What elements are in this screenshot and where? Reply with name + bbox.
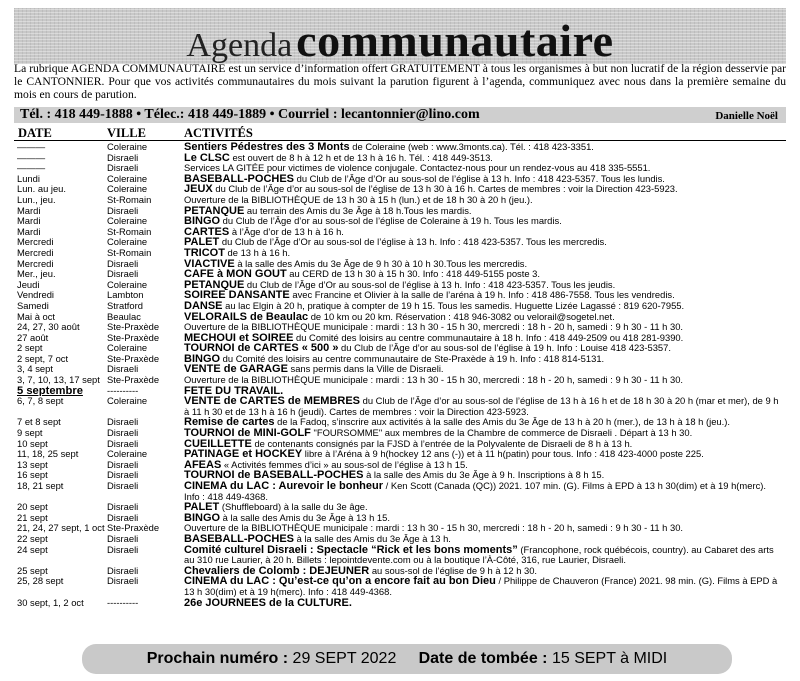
activity-title: Remise de cartes — [184, 417, 275, 429]
row-town: Ste-Praxède — [107, 332, 160, 343]
row-town: Coleraine — [107, 184, 148, 195]
activity-details: Ouverture de la BIBLIOTHÈQUE municipale : mardi : 13 h 30 - 15 h 30, mercredi : 18 h - 20 h, samedi : 9 h 30 - 11 h 30. — [184, 523, 684, 534]
agenda-row — [14, 312, 786, 323]
row-date: 6, 7, 8 sept — [17, 396, 64, 407]
activity-details: Ouverture de la BIBLIOTHÈQUE de 13 h 30 à 15 h (lun.) et de 18 h 30 à 20 h (jeu.). — [184, 194, 533, 205]
agenda-list — [14, 142, 786, 608]
activity-details: du Comité des loisirs au centre communautaire à 18 h. Info : 418 449-2509 ou 418 281-9390. — [293, 332, 684, 343]
activity-title: TOURNOI de CARTES « 500 » — [184, 343, 339, 354]
agenda-row — [14, 237, 786, 248]
agenda-row — [14, 195, 786, 206]
agenda-row — [14, 523, 786, 534]
agenda-row — [14, 417, 786, 428]
agenda-row — [14, 545, 786, 566]
row-date: Jeudi — [17, 279, 40, 290]
row-town: Disraeli — [107, 428, 139, 439]
contact-bar — [14, 107, 786, 123]
activity-title: BINGO — [184, 216, 221, 227]
agenda-row — [14, 439, 786, 450]
activity-details: Ouverture de la BIBLIOTHÈQUE municipale : mardi : 13 h 30 - 15 h 30, mercredi : 18 h - 20 h, samedi : 9 h 30 - 11 h 30. — [184, 322, 684, 333]
row-date: 22 sept — [17, 533, 48, 544]
activity-details: libre à l’Aréna à 9 h(hockey 12 ans (-)) et à 11 h(patin) pour tous. Info : 418 423-4000 poste 225. — [302, 449, 704, 460]
agenda-row — [14, 470, 786, 481]
agenda-row — [14, 460, 786, 471]
activity-title: Comité culturel Disraeli : Spectacle “Rick et les bons moments” — [184, 544, 518, 556]
row-activity — [184, 598, 784, 609]
activity-title: SOIRÉE DANSANTE — [184, 290, 290, 301]
agenda-row — [14, 396, 786, 417]
header-town: VILLE — [107, 126, 146, 140]
agenda-row — [14, 386, 786, 397]
row-town: Coleraine — [107, 449, 148, 460]
activity-title: VENTE de GARAGE — [184, 364, 288, 376]
activity-title: PÉTANQUE — [184, 279, 245, 291]
activity-title: CINÉMA du LAC : Aurevoir le bonheur — [184, 481, 384, 492]
activity-details: au terrain des Amis du 3e Âge à 18 h.Tous les mardis. — [244, 205, 472, 216]
activity-title: MÉCHOUI et SOIRÉE — [184, 332, 294, 344]
row-activity — [184, 364, 784, 375]
next-issue-date: 29 SEPT 2022 — [288, 650, 397, 667]
row-date: Lun. au jeu. — [17, 184, 66, 195]
activity-details: à la salle des Amis du 3e Âge à 13 h. — [294, 533, 451, 544]
row-town: Disraeli — [107, 438, 139, 449]
agenda-row — [14, 428, 786, 439]
agenda-row — [14, 502, 786, 513]
row-town: Disraeli — [107, 533, 139, 544]
activity-title: BASEBALL-POCHES — [184, 533, 295, 545]
activity-title: PÉTANQUE — [184, 205, 245, 217]
row-town: Ste-Praxède — [107, 322, 160, 333]
row-activity — [184, 206, 784, 217]
row-date: 13 sept — [17, 459, 48, 470]
row-activity — [184, 513, 784, 524]
activity-details: de 10 km ou 20 km. Réservation : 418 946-3082 ou velorail@sogetel.net. — [308, 311, 615, 322]
row-date: Samedi — [17, 300, 49, 311]
row-town: Ste-Praxède — [107, 375, 160, 386]
row-activity — [184, 576, 784, 597]
row-town: Disraeli — [107, 481, 139, 491]
agenda-row — [14, 163, 786, 174]
row-date: 16 sept — [17, 470, 48, 481]
row-town: Coleraine — [107, 173, 148, 184]
row-town: Disraeli — [107, 269, 139, 280]
row-activity — [184, 481, 784, 502]
row-town: Coleraine — [107, 142, 148, 152]
row-date: 2 sept, 7 oct — [17, 353, 69, 364]
activity-title: AFÉAS — [184, 459, 222, 471]
activity-title: CAFÉ à MON GOÛT — [184, 269, 287, 280]
activity-title: PALET — [184, 237, 220, 248]
next-issue-label: Prochain numéro : — [146, 650, 289, 667]
row-date: 11, 18, 25 sept — [17, 449, 79, 460]
row-activity — [184, 195, 784, 206]
activity-details: du Club de l’Âge d’or au sous-sol de l’église de 13 h à 16 h et de 18 h 30 à 20 h (mar et mer), de 9 h à 11 h 30 et de 13 h à 16 h (jeudi). Cartes de membres : voir la Direction 423-5923. — [184, 396, 779, 417]
activity-details: sans permis dans la Ville de Disraeli. — [287, 364, 444, 375]
agenda-row — [14, 598, 786, 609]
row-town: Coleraine — [107, 237, 148, 248]
agenda-row — [14, 216, 786, 227]
agenda-row — [14, 142, 786, 153]
row-date: Mardi — [17, 205, 41, 216]
footer-bar — [82, 644, 732, 674]
row-activity — [184, 396, 784, 417]
row-activity — [184, 312, 784, 323]
agenda-row — [14, 248, 786, 259]
activity-title: PATINAGE et HOCKEY — [184, 449, 303, 460]
author-name: Danielle Noël — [715, 110, 778, 122]
intro-paragraph: La rubrique AGENDA COMMUNAUTAIRE est un service d’information offert GRATUITEMENT à tous les organismes à but non lucratif de la région desservie par le CANTONNIER. Pour que vos activités communautaires du mois suivant la parution figurent à l’agenda, communiquez avec nous dans la première semaine du mois en cours de parution. — [14, 62, 786, 102]
activity-details: du Club de l’Âge d’Or au sous-sol de l’église à 13 h. Info : 418 423-5357. Tous les mercredis. — [219, 237, 607, 248]
column-headers — [14, 126, 786, 141]
row-date: 24 sept — [17, 544, 48, 555]
row-town: Disraeli — [107, 152, 139, 163]
activity-details: de la Fadoq, s’inscrire aux activités à la salle des Amis du 3e Âge de 13 h à 20 h (mer.), de 13 h à 18 h (jeu.). — [274, 417, 730, 428]
row-activity — [184, 354, 784, 365]
row-town: Stratford — [107, 300, 143, 311]
activity-title: CUEILLETTE — [184, 438, 252, 450]
agenda-row — [14, 375, 786, 386]
activity-title: FÊTE DU TRAVAIL. — [184, 385, 284, 397]
row-town: Coleraine — [107, 343, 148, 354]
agenda-row — [14, 534, 786, 545]
agenda-row — [14, 280, 786, 291]
row-town: Coleraine — [107, 279, 148, 290]
activity-details: au sous-sol de l’église de 9 h à 12 h 30. — [369, 565, 538, 576]
activity-title: CARTES — [184, 226, 230, 238]
activity-title: CINÉMA du LAC : Qu’est-ce qu’on a encore fait au bon Dieu — [184, 576, 496, 588]
activity-details: à l’Âge d’or de 13 h à 16 h. — [229, 226, 344, 237]
row-activity — [184, 545, 784, 566]
contact-info: Tél. : 418 449-1888 • Télec.: 418 449-1889 • Courriel : lecantonnier@lino.com — [20, 107, 480, 122]
row-town: Disraeli — [107, 163, 139, 174]
header-date: DATE — [18, 126, 52, 140]
row-town: Beaulac — [107, 311, 141, 322]
agenda-row — [14, 513, 786, 524]
row-town: Disraeli — [107, 205, 139, 216]
agenda-row — [14, 259, 786, 270]
row-town: Coleraine — [107, 396, 148, 407]
activity-details: avec Francine et Olivier à la salle de l’aréna à 19 h. Info : 418 486-7558. Tous les vendredis. — [289, 290, 675, 301]
row-activity — [184, 269, 784, 280]
row-date: 25 sept — [17, 565, 48, 576]
row-town: St-Romain — [107, 194, 152, 205]
row-town: Disraeli — [107, 502, 139, 513]
row-activity — [184, 343, 784, 354]
title-agenda: Agenda — [186, 27, 293, 64]
activity-title: DANSE — [184, 300, 223, 312]
row-date: Lun., jeu. — [17, 194, 56, 205]
row-date: 20 sept — [17, 502, 48, 513]
row-date: Mercredi — [17, 237, 54, 248]
activity-title: TRICOT — [184, 247, 225, 259]
activity-details: (Shuffleboard) à la salle du 3e âge. — [219, 502, 368, 513]
activity-details: « Activités femmes d’ici » au sous-sol de l’église à 13 h 15. — [221, 459, 468, 470]
activity-title: VÉLORAILS de Beaulac — [184, 311, 309, 323]
row-activity — [184, 449, 784, 460]
activity-details: à la salle des Amis du 3e Âge à 13 h 15. — [220, 512, 390, 523]
row-town: Disraeli — [107, 417, 139, 428]
row-town: ---------- — [107, 597, 139, 608]
row-activity — [184, 259, 784, 270]
row-town: ---------- — [107, 385, 139, 396]
row-activity — [184, 417, 784, 428]
activity-details: au lac Elgin à 20 h, pratique à compter de 19 h 15. Tous les samedis. Huguette Lizée Lagassé : 819 620-7955. — [222, 300, 685, 311]
row-town: Disraeli — [107, 544, 139, 555]
agenda-row — [14, 269, 786, 280]
row-activity — [184, 248, 784, 259]
row-date: 21, 24, 27 sept, 1 oct — [17, 523, 105, 534]
row-date: 5 septembre — [17, 385, 83, 397]
row-activity — [184, 163, 784, 174]
row-activity — [184, 153, 784, 164]
row-date: Mai à oct — [17, 311, 56, 322]
activity-details: du Club de l’Âge d’or au sous-sol de l’église de Coleraine à 19 h. Tous les mardis. — [220, 216, 562, 227]
activity-details: au CERD de 13 h 30 à 15 h 30. Info : 418 449-5155 poste 3. — [286, 269, 540, 280]
row-date: ——— — [17, 152, 46, 163]
agenda-row — [14, 290, 786, 301]
row-activity — [184, 470, 784, 481]
header-activity: ACTIVITÉS — [184, 126, 253, 140]
agenda-row — [14, 206, 786, 217]
row-date: Vendredi — [17, 290, 55, 301]
activity-details: à la salle des Amis du 3e Âge à 9 h. Inscriptions à 8 h 15. — [363, 470, 605, 481]
row-date: 25, 28 sept — [17, 576, 64, 587]
activity-title: VENTE de CARTES de MEMBRES — [184, 396, 361, 408]
row-town: Disraeli — [107, 258, 139, 269]
activity-title: 26e JOURNÉES de la CULTURE. — [184, 597, 352, 609]
row-activity — [184, 428, 784, 439]
row-date: 2 sept — [17, 343, 43, 354]
row-date: 3, 4 sept — [17, 364, 53, 375]
row-date: ——— — [17, 163, 46, 174]
activity-details: Ouverture de la BIBLIOTHÈQUE municipale : mardi : 13 h 30 - 15 h 30, mercredi : 18 h - 20 h, samedi : 9 h 30 - 11 h 30. — [184, 375, 684, 386]
row-town: Disraeli — [107, 364, 139, 375]
row-activity — [184, 216, 784, 227]
activity-details: "FOURSOMME" aux membres de la Chambre de commerce de Disraeli . Départ à 13 h 30. — [310, 428, 693, 439]
activity-details: du Club de l’Âge d’or au sous-sol de l’église à 19 h. Info : Louise 418 423-5357. — [338, 343, 671, 354]
activity-title: BINGO — [184, 512, 221, 524]
activity-details: de Coleraine (web : www.3monts.ca). Tél. : 418 423-3351. — [349, 142, 594, 152]
activity-details: du Club de l’Âge d’Or au sous-sol de l’église à 13 h. Info : 418 423-5357. Tous les lundis. — [294, 173, 665, 184]
row-town: Coleraine — [107, 216, 148, 227]
activity-title: TOURNOI de BASEBALL-POCHES — [184, 470, 364, 481]
row-town: Lambton — [107, 290, 144, 301]
row-activity — [184, 322, 784, 333]
agenda-row — [14, 566, 786, 577]
row-date: 3, 7, 10, 13, 17 sept — [17, 375, 100, 386]
agenda-row — [14, 481, 786, 502]
row-date: 18, 21 sept — [17, 481, 64, 491]
activity-title: Sentiers Pédestres des 3 Monts — [184, 142, 350, 153]
deadline-date: 15 SEPT à MIDI — [547, 650, 668, 667]
row-town: Ste-Praxède — [107, 523, 160, 534]
row-activity — [184, 566, 784, 577]
row-town: Disraeli — [107, 512, 139, 523]
row-date: 9 sept — [17, 428, 43, 439]
row-town: St-Romain — [107, 226, 152, 237]
row-date: 21 sept — [17, 512, 48, 523]
row-date: ——— — [17, 142, 46, 152]
activity-details: / Ken Scott (Canada (QC)) 2021. 107 min. (G). Films à EPD à 13 h 30(dim) et à 19 h(merc). Info : 418 449-4368. — [184, 481, 766, 502]
row-activity — [184, 280, 784, 291]
row-activity — [184, 333, 784, 344]
activity-details: du Club de l’Âge d’or au sous-sol de l’église de 13 h 30 à 16 h. Cartes de membres : voir la Direction 423-5923. — [212, 184, 678, 195]
row-date: Mardi — [17, 216, 41, 227]
row-activity — [184, 534, 784, 545]
agenda-row — [14, 184, 786, 195]
row-date: 30 sept, 1, 2 oct — [17, 597, 84, 608]
activity-details: de contenants consignés par la FJSD à l’entrée de la Polyvalente de Disraeli de 8 h à 13 h. — [251, 438, 633, 449]
activity-details: du Club de l’Âge d’Or au sous-sol de l’église à 13 h. Info : 418 423-5357. Tous les jeudis. — [244, 279, 616, 290]
activity-title: TOURNOI de MINI-GOLF — [184, 428, 311, 439]
activity-details: / Philippe de Chauveron (France) 2021. 98 min. (G). Films à EPD à 13 h 30(dim) et à 19 h(merc). Info : 418 449-4368. — [184, 576, 778, 597]
row-date: Mercredi — [17, 258, 54, 269]
row-date: Mer., jeu. — [17, 269, 56, 280]
row-date: Lundi — [17, 173, 40, 184]
row-activity — [184, 386, 784, 397]
row-activity — [184, 174, 784, 185]
activity-title: PALET — [184, 502, 220, 513]
agenda-row — [14, 343, 786, 354]
activity-title: BINGO — [184, 353, 221, 365]
agenda-row — [14, 576, 786, 597]
agenda-row — [14, 322, 786, 333]
agenda-row — [14, 354, 786, 365]
page-title — [0, 14, 800, 67]
activity-title: Le CLSC — [184, 152, 230, 164]
row-activity — [184, 460, 784, 471]
agenda-row — [14, 153, 786, 164]
activity-title: VIACTIVE — [184, 258, 235, 270]
row-date: Mardi — [17, 226, 41, 237]
activity-details: du Comité des loisirs au centre communautaire de Ste-Praxède à 19 h. Info : 418 814-5131. — [220, 353, 605, 364]
title-communautaire: communautaire — [296, 15, 614, 66]
row-date: Mercredi — [17, 247, 54, 258]
activity-title: JEUX — [184, 184, 213, 195]
row-activity — [184, 237, 784, 248]
row-activity — [184, 301, 784, 312]
row-town: Disraeli — [107, 470, 139, 481]
row-activity — [184, 439, 784, 450]
row-town: St-Romain — [107, 247, 152, 258]
agenda-row — [14, 301, 786, 312]
row-town: Ste-Praxède — [107, 353, 160, 364]
row-activity — [184, 142, 784, 153]
agenda-row — [14, 364, 786, 375]
row-activity — [184, 184, 784, 195]
row-town: Disraeli — [107, 565, 139, 576]
activity-details: Services LA GITÉE pour victimes de violence conjugale. Contactez-nous pour un rendez-vous au 418 335-5551. — [184, 163, 651, 174]
activity-title: Chevaliers de Colomb : DÉJEUNER — [184, 565, 370, 577]
row-date: 10 sept — [17, 438, 48, 449]
row-activity — [184, 502, 784, 513]
activity-details: de 13 h à 16 h. — [224, 247, 291, 258]
row-activity — [184, 375, 784, 386]
agenda-row — [14, 449, 786, 460]
activity-details: est ouvert de 8 h à 12 h et de 13 h à 16 h. Tél. : 418 449-3513. — [229, 152, 493, 163]
row-date: 7 et 8 sept — [17, 417, 61, 428]
activity-title: BASEBALL-POCHES — [184, 173, 295, 185]
row-date: 24, 27, 30 août — [17, 322, 80, 333]
row-activity — [184, 227, 784, 238]
row-date: 27 août — [17, 332, 49, 343]
agenda-row — [14, 174, 786, 185]
agenda-row — [14, 333, 786, 344]
row-activity — [184, 523, 784, 534]
row-town: Disraeli — [107, 459, 139, 470]
row-town: Disraeli — [107, 576, 139, 587]
activity-details: (Francophone, rock québécois, country). au Cabaret des arts au 310 rue Laurier, à 20 h. Billets : lepointdevente.com ou à la boutique l’À-Côté, 316, rue Laurier, Disraeli. — [184, 544, 774, 566]
activity-details: à la salle des Amis du 3e Âge de 9 h 30 à 10 h 30.Tous les mercredis. — [234, 258, 528, 269]
deadline-label: Date de tombée : — [418, 650, 548, 667]
row-activity — [184, 290, 784, 301]
agenda-row — [14, 227, 786, 238]
